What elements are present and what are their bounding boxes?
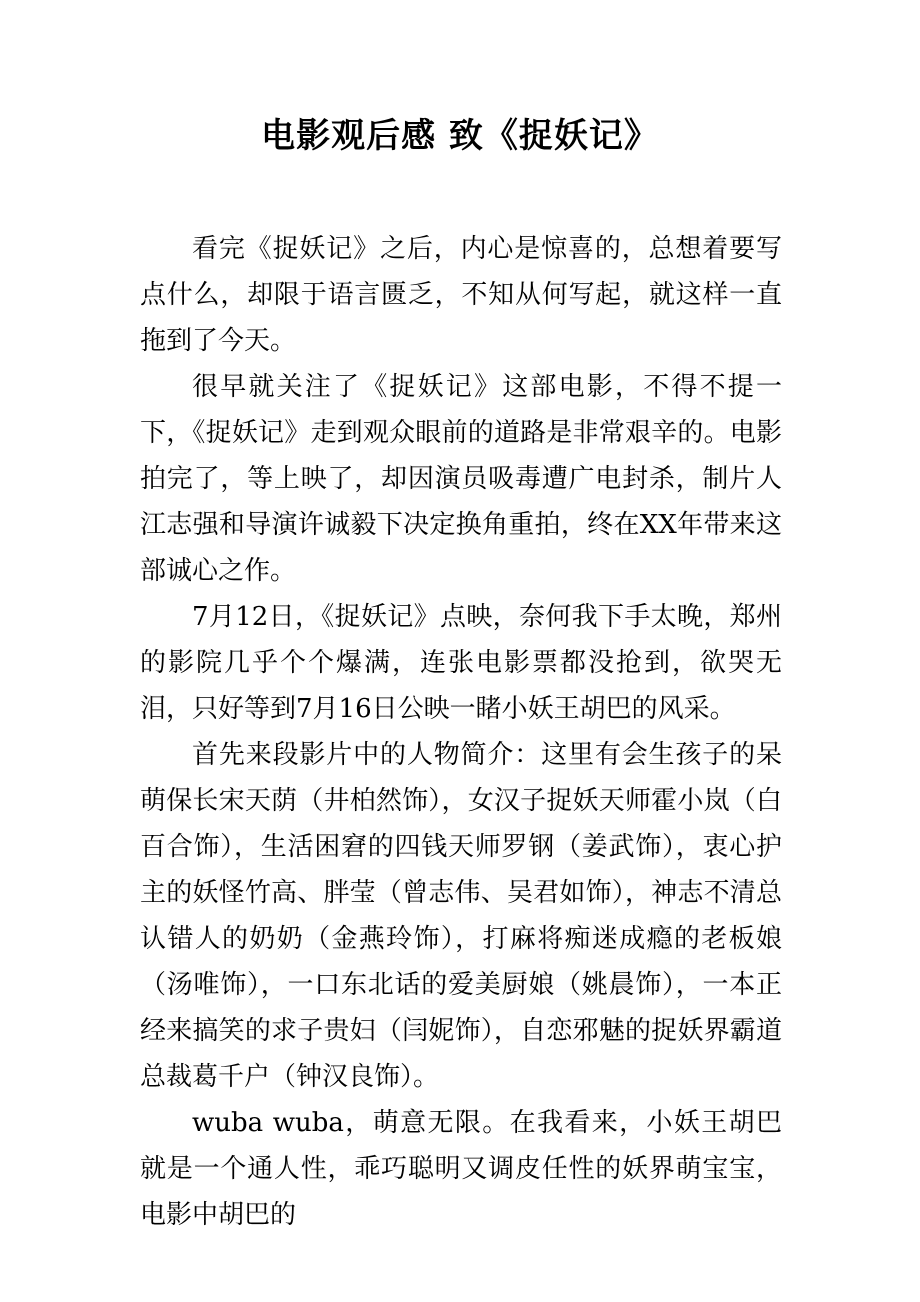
paragraph: wuba wuba，萌意无限。在我看来，小妖王胡巴就是一个通人性，乖巧聪明又调皮任性的妖界萌宝宝，电影中胡巴的 — [140, 1108, 782, 1230]
document-title: 电影观后感 致《捉妖记》 — [261, 116, 659, 156]
document-body — [140, 226, 782, 1238]
paragraph: 7月12日，《捉妖记》点映，奈何我下手太晚，郑州的影院几乎个个爆满，连张电影票都没抢到，欲哭无泪，只好等到7月16日公映一睹小妖王胡巴的风采。 — [140, 602, 782, 724]
paragraph: 很早就关注了《捉妖记》这部电影，不得不提一下，《捉妖记》走到观众眼前的道路是非常艰辛的。电影拍完了，等上映了，却因演员吸毒遭广电封杀，制片人江志强和导演许诚毅下决定换角重拍，终在XX年带来这部诚心之作。 — [140, 372, 782, 586]
paragraph: 看完《捉妖记》之后，内心是惊喜的，总想着要写点什么，却限于语言匮乏，不知从何写起，就这样一直拖到了今天。 — [140, 234, 782, 356]
paragraph: 首先来段影片中的人物简介：这里有会生孩子的呆萌保长宋天荫（井柏然饰），女汉子捉妖天师霍小岚（白百合饰），生活困窘的四钱天师罗钢（姜武饰），衷心护主的妖怪竹高、胖莹（曾志伟、吴君如饰），神志不清总认错人的奶奶（金燕玲饰），打麻将痴迷成瘾的老板娘（汤唯饰），一口东北话的爱美厨娘（姚晨饰），一本正经来搞笑的求子贵妇（闫妮饰），自恋邪魅的捉妖界霸道总裁葛千户（钟汉良饰）。 — [140, 740, 782, 1092]
